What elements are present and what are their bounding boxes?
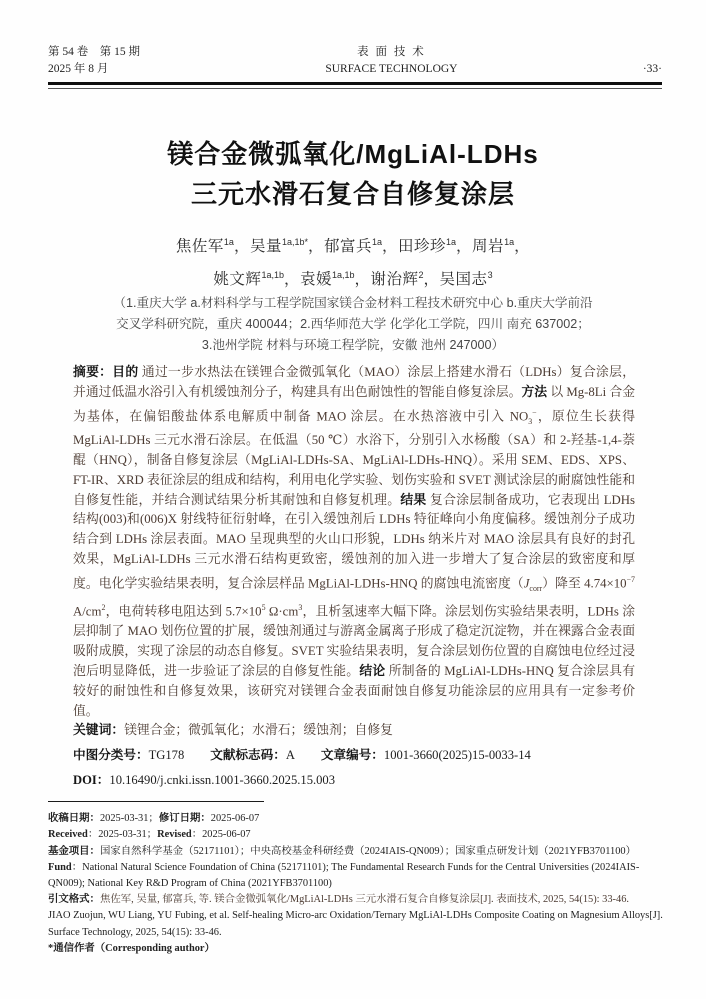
affiliations [60,293,646,356]
volume-issue-block [48,44,140,78]
footnote-fund-en: Fund：National Natural Science Foundation of China (52171101); The Fundamental Research Funds for the Central Universities (2024IAIS-QN009); National Key R&D Program of China (2021YFB3701100) [48,861,640,889]
footnote-section [48,801,664,957]
footnote-corresponding-author: *通信作者（Corresponding author） [48,942,215,954]
affiliation-line: （1.重庆大学 a.材料科学与工程学院国家镁合金材料工程技术研究中心 b.重庆大学前沿 [113,296,593,310]
footnote-divider [48,801,264,802]
footnote-fund-cn: 基金项目：国家自然科学基金（52171101）；中央高校基金科研经费（2024IAIS-QN009）；国家重点研发计划（2021YFB3701100） [48,845,637,857]
author-line-2: 姚文辉$^{1a,1b}$，袁媛$^{1a,1b}$，谢治辉$^2$，吴国志$^3$ [213,270,493,289]
clc-value: TG178 [148,748,185,763]
footnote-citation-en: JIAO Zuojun, WU Liang, YU Fubing, et al. Self-healing Micro-arc Oxidation/Ternary MgLiAl-LDHs Composite Coating on Magnesium Alloys[J]. Surface Technology, 2025, 54(15): 33-46. [48,910,663,938]
journal-name-cn: 表 面 技 术 [357,46,426,58]
header-rule-thick [48,82,662,85]
volume-issue: 第 54 卷 第 15 期 [48,46,140,58]
article-id-value: 1001-3660(2025)15-0033-14 [383,748,531,763]
issue-date: 2025 年 8 月 [48,63,109,75]
abstract-section [73,363,635,791]
footnote-citation-cn: 引文格式：焦佐军, 吴量, 郁富兵, 等. 镁合金微弧氧化/MgLiAl-LDHs 三元水滑石复合自修复涂层[J]. 表面技术, 2025, 54(15): 33-46. [48,894,629,906]
doc-code-label: 文献标志码： [210,748,286,763]
doc-code-value: A [285,748,295,763]
article-title [0,134,706,214]
author-list [0,228,706,294]
classification-line [73,744,635,766]
article-title-line2: 三元水滑石复合自修复涂层 [190,179,515,209]
article-title-line1: 镁合金微弧氧化/MgLiAl-LDHs [167,139,539,169]
keywords-label: 关键词： [73,723,125,738]
clc-label: 中图分类号： [73,748,149,763]
abstract-text: 摘要：目的 通过一步水热法在镁锂合金微弧氧化（MAO）涂层上搭建水滑石（LDHs）复合涂层，并通过低温水浴引入有机缓蚀剂分子，构建具有出色耐蚀性的智能自修复涂层。方法 以 Mg-8Li 合金为基体，在偏铝酸盐体系电解质中制备 MAO 涂层。在水热溶液中引入 $NO_3^-$，原位生长获得 MgLiAl-LDHs 三元水滑石涂层。在低温（50 ℃）水浴下，分别引入水杨酸（SA）和 2-羟基-1,4-萘醌（HNQ），制备自修复涂层（MgLiAl-LDHs-SA、MgLiAl-LDHs-HNQ）。采用 SEM、EDS、XPS、FT-IR、XRD 表征涂层的组成和结构，利用电化学实验、划伤实验和 SVET 测试涂层的耐腐蚀性能和自修复性能，并结合测试结果分析其耐蚀和自修复机理。结果 复合涂层制备成功，它表现出 LDHs 结构(003)和(006)X 射线特征衍射峰，在引入缓蚀剂后 LDHs 特征峰向小角度偏移。缓蚀剂分子成功结合到 LDHs 涂层表面。MAO 呈现典型的火山口形貌，LDHs 纳米片对 MAO 涂层具有良好的封孔效果，MgLiAl-LDHs 三元水滑石结构更致密，缓蚀剂的加入进一步增大了复合涂层的致密度和厚度。电化学实验结果表明，复合涂层样品 MgLiAl-LDHs-HNQ 的腐蚀电流密度$(J_{corr})$降至 $4.74\times 10^{-7}$ $A/cm^2$，电荷转移电阻达到 $5.7\times 10^5$ $\Omega\cdot cm^3$，且析氢速率大幅下降。涂层划伤实验结果表明，LDHs 涂层抑制了 MAO 划伤位置的扩展，缓蚀剂通过与游离金属离子形成了稳定沉淀物，并在裸露合金表面吸附成膜，实现了涂层的动态自修复。SVET 实验结果表明，复合涂层划伤位置的自腐蚀电位经过浸泡后明显降低，进一步验证了涂层的自修复性能。结论 所制备的 MgLiAl-LDHs-HNQ 复合涂层具有较好的耐蚀性和自修复效果，该研究对镁锂合金表面耐蚀自修复功能涂层的应用具有一定参考价值。 [73,365,636,718]
keywords-text: 镁锂合金；微弧氧化；水滑石；缓蚀剂；自修复 [124,723,393,738]
page-number: ·33· [642,63,662,75]
affiliation-line: 3.池州学院 材料与环境工程学院，安徽 池州 247000） [201,338,505,352]
doi-value: 10.16490/j.cnki.issn.1001-3660.2025.15.003 [109,773,336,788]
keywords-line [73,721,635,741]
doi-line [73,769,635,791]
doi-label: DOI： [73,773,110,788]
header-rule-thin [48,88,662,89]
author-line-1: 焦佐军$^{1a}$，吴量$^{1a,1b*}$，郁富兵$^{1a}$，田珍珍$^{1a}$，周岩$^{1a}$， [175,237,531,256]
article-id-label: 文章编号： [320,748,384,763]
footnote-received-en: Received：2025-03-31；Revised：2025-06-07 [48,829,251,841]
journal-running-head [48,44,662,78]
journal-name-block [140,44,643,78]
affiliation-line: 交叉学科研究院，重庆 400044；2.西华师范大学 化学化工学院，四川 南充 637002； [116,317,590,331]
footnote-received-cn: 收稿日期：2025-03-31；修订日期：2025-06-07 [48,813,260,825]
journal-name-en: SURFACE TECHNOLOGY [325,63,458,75]
